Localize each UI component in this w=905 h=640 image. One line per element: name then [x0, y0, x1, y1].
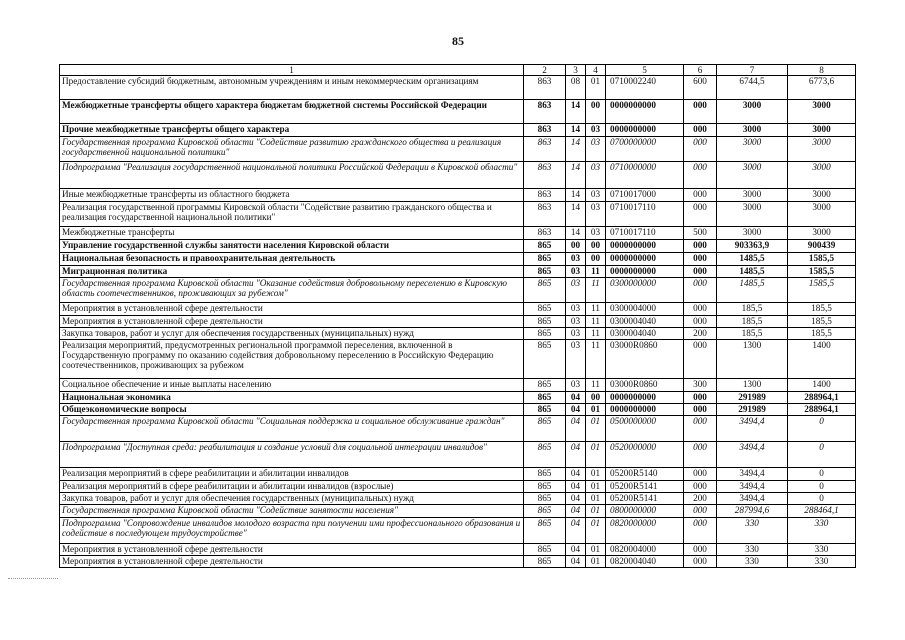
section-cell: 03 — [566, 278, 586, 303]
target-article-cell: 0000000000 — [606, 240, 684, 253]
target-article-cell: 0710000000 — [606, 162, 684, 189]
admin-code-cell: 865 — [524, 468, 566, 481]
section-cell: 03 — [566, 266, 586, 278]
amount-year1-cell: 330 — [717, 544, 788, 556]
table-row — [60, 124, 856, 137]
admin-code-cell: 865 — [524, 253, 566, 266]
section-cell: 00 — [566, 240, 586, 253]
expense-type-cell: 300 — [684, 379, 717, 392]
target-article-cell: 0820004000 — [606, 544, 684, 556]
budget-table — [59, 64, 856, 568]
header-cell: 8 — [788, 65, 856, 76]
target-article-cell: 0710017110 — [606, 202, 684, 227]
section-cell: 14 — [566, 202, 586, 227]
target-article-cell: 0710017000 — [606, 189, 684, 202]
amount-year1-cell: 1485,5 — [717, 253, 788, 266]
amount-year2-cell: 0 — [788, 481, 856, 493]
table-row — [60, 76, 856, 100]
target-article-cell: 0710017110 — [606, 227, 684, 240]
amount-year1-cell: 185,5 — [717, 316, 788, 328]
amount-year2-cell: 1400 — [788, 379, 856, 392]
expense-type-cell: 200 — [684, 328, 717, 340]
item-name-cell: Мероприятия в установленной сфере деятельности — [60, 316, 524, 328]
admin-code-cell: 865 — [524, 240, 566, 253]
amount-year1-cell: 291989 — [717, 404, 788, 416]
table-header-row — [60, 65, 856, 76]
item-name-cell: Закупка товаров, работ и услуг для обеспечения государственных (муниципальных) нужд — [60, 493, 524, 505]
subsection-cell: 11 — [586, 303, 606, 316]
header-cell: 2 — [524, 65, 566, 76]
admin-code-cell: 863 — [524, 202, 566, 227]
expense-type-cell: 000 — [684, 137, 717, 162]
section-cell: 14 — [566, 162, 586, 189]
item-name-cell: Межбюджетные трансферты общего характера бюджетам бюджетной системы Российской Федерации — [60, 100, 524, 124]
section-cell: 04 — [566, 392, 586, 404]
section-cell: 04 — [566, 481, 586, 493]
admin-code-cell: 865 — [524, 303, 566, 316]
expense-type-cell: 200 — [684, 493, 717, 505]
amount-year2-cell: 3000 — [788, 227, 856, 240]
item-name-cell: Мероприятия в установленной сфере деятельности — [60, 544, 524, 556]
item-name-cell: Реализация мероприятий в сфере реабилитации и абилитации инвалидов — [60, 468, 524, 481]
table-row — [60, 100, 856, 124]
section-cell: 04 — [566, 544, 586, 556]
section-cell: 03 — [566, 253, 586, 266]
page-number: 85 — [452, 34, 464, 48]
amount-year1-cell: 3000 — [717, 162, 788, 189]
amount-year1-cell: 3494,4 — [717, 416, 788, 442]
table-row — [60, 240, 856, 253]
target-article-cell: 0000000000 — [606, 124, 684, 137]
subsection-cell: 01 — [586, 481, 606, 493]
section-cell: 14 — [566, 100, 586, 124]
amount-year2-cell: 3000 — [788, 137, 856, 162]
section-cell: 14 — [566, 137, 586, 162]
item-name-cell: Межбюджетные трансферты — [60, 227, 524, 240]
header-cell: 3 — [566, 65, 586, 76]
subsection-cell: 00 — [586, 240, 606, 253]
subsection-cell: 11 — [586, 379, 606, 392]
admin-code-cell: 865 — [524, 518, 566, 544]
target-article-cell: 0820000000 — [606, 518, 684, 544]
expense-type-cell: 000 — [684, 303, 717, 316]
subsection-cell: 03 — [586, 189, 606, 202]
target-article-cell: 0000000000 — [606, 266, 684, 278]
table-row — [60, 505, 856, 518]
table-row — [60, 379, 856, 392]
section-cell: 04 — [566, 518, 586, 544]
section-cell: 14 — [566, 124, 586, 137]
subsection-cell: 11 — [586, 328, 606, 340]
subsection-cell: 01 — [586, 404, 606, 416]
subsection-cell: 01 — [586, 493, 606, 505]
item-name-cell: Национальная безопасность и правоохранительная деятельность — [60, 253, 524, 266]
target-article-cell: 0000000000 — [606, 100, 684, 124]
expense-type-cell: 000 — [684, 404, 717, 416]
header-cell: 4 — [586, 65, 606, 76]
target-article-cell: 05200R5140 — [606, 468, 684, 481]
table-row — [60, 340, 856, 379]
amount-year1-cell: 3494,4 — [717, 493, 788, 505]
item-name-cell: Социальное обеспечение и иные выплаты населению — [60, 379, 524, 392]
target-article-cell: 05200R5141 — [606, 493, 684, 505]
item-name-cell: Управление государственной службы занятости населения Кировской области — [60, 240, 524, 253]
table-row — [60, 468, 856, 481]
expense-type-cell: 000 — [684, 481, 717, 493]
admin-code-cell: 865 — [524, 544, 566, 556]
amount-year1-cell: 903363,9 — [717, 240, 788, 253]
subsection-cell: 01 — [586, 556, 606, 568]
target-article-cell: 03000R0860 — [606, 340, 684, 379]
admin-code-cell: 865 — [524, 493, 566, 505]
amount-year1-cell: 185,5 — [717, 303, 788, 316]
header-cell: 6 — [684, 65, 717, 76]
target-article-cell: 0820004040 — [606, 556, 684, 568]
target-article-cell: 0000000000 — [606, 253, 684, 266]
amount-year1-cell: 330 — [717, 556, 788, 568]
amount-year2-cell: 185,5 — [788, 328, 856, 340]
table-row — [60, 202, 856, 227]
subsection-cell: 03 — [586, 162, 606, 189]
amount-year2-cell: 3000 — [788, 100, 856, 124]
item-name-cell: Иные межбюджетные трансферты из областного бюджета — [60, 189, 524, 202]
amount-year2-cell: 0 — [788, 468, 856, 481]
amount-year1-cell: 1300 — [717, 379, 788, 392]
amount-year2-cell: 0 — [788, 442, 856, 468]
section-cell: 14 — [566, 189, 586, 202]
admin-code-cell: 865 — [524, 316, 566, 328]
amount-year1-cell: 1300 — [717, 340, 788, 379]
admin-code-cell: 865 — [524, 340, 566, 379]
table-row — [60, 227, 856, 240]
amount-year1-cell: 3000 — [717, 189, 788, 202]
table-row — [60, 316, 856, 328]
target-article-cell: 0520000000 — [606, 442, 684, 468]
table-row — [60, 278, 856, 303]
admin-code-cell: 865 — [524, 328, 566, 340]
amount-year1-cell: 3000 — [717, 137, 788, 162]
item-name-cell: Подпрограмма "Сопровождение инвалидов молодого возраста при получении ими профессионального образования и содействие в последующем трудоустройстве" — [60, 518, 524, 544]
target-article-cell: 0800000000 — [606, 505, 684, 518]
item-name-cell: Реализация государственной программы Кировской области "Содействие развитию гражданского общества и реализация государственной национальной политики" — [60, 202, 524, 227]
amount-year2-cell: 288964,1 — [788, 404, 856, 416]
subsection-cell: 01 — [586, 416, 606, 442]
table-row — [60, 404, 856, 416]
target-article-cell: 0300004040 — [606, 328, 684, 340]
table-row — [60, 189, 856, 202]
item-name-cell: Подпрограмма "Доступная среда: реабилитация и создание условий для социальной интеграции инвалидов" — [60, 442, 524, 468]
subsection-cell: 01 — [586, 505, 606, 518]
section-cell: 04 — [566, 416, 586, 442]
table-row — [60, 253, 856, 266]
amount-year2-cell: 0 — [788, 493, 856, 505]
admin-code-cell: 863 — [524, 124, 566, 137]
item-name-cell: Государственная программа Кировской области "Содействие развитию гражданского общества и реализация государственной национальной политики" — [60, 137, 524, 162]
table-row — [60, 442, 856, 468]
target-article-cell: 0300000000 — [606, 278, 684, 303]
amount-year1-cell: 3000 — [717, 100, 788, 124]
margin-artifact-line — [8, 578, 58, 579]
table-row — [60, 493, 856, 505]
table-row — [60, 303, 856, 316]
item-name-cell: Предоставление субсидий бюджетным, автономным учреждениям и иным некоммерческим организациям — [60, 76, 524, 100]
table-row — [60, 544, 856, 556]
amount-year1-cell: 3494,4 — [717, 481, 788, 493]
item-name-cell: Мероприятия в установленной сфере деятельности — [60, 556, 524, 568]
item-name-cell: Реализация мероприятий, предусмотренных региональной программой переселения, включенной в Государственную программу по оказанию содействия добровольному переселению в Российскую Федерацию соотечественников, проживающих за рубежом — [60, 340, 524, 379]
amount-year2-cell: 330 — [788, 518, 856, 544]
amount-year2-cell: 185,5 — [788, 316, 856, 328]
expense-type-cell: 000 — [684, 189, 717, 202]
admin-code-cell: 865 — [524, 416, 566, 442]
subsection-cell: 03 — [586, 227, 606, 240]
expense-type-cell: 000 — [684, 202, 717, 227]
amount-year1-cell: 1485,5 — [717, 278, 788, 303]
section-cell: 08 — [566, 76, 586, 100]
amount-year1-cell: 330 — [717, 518, 788, 544]
amount-year1-cell: 3000 — [717, 227, 788, 240]
item-name-cell: Миграционная политика — [60, 266, 524, 278]
amount-year2-cell: 1585,5 — [788, 278, 856, 303]
amount-year2-cell: 330 — [788, 544, 856, 556]
expense-type-cell: 000 — [684, 544, 717, 556]
target-article-cell: 0000000000 — [606, 404, 684, 416]
table-row — [60, 328, 856, 340]
table-row — [60, 266, 856, 278]
section-cell: 03 — [566, 328, 586, 340]
expense-type-cell: 000 — [684, 124, 717, 137]
admin-code-cell: 863 — [524, 100, 566, 124]
section-cell: 03 — [566, 316, 586, 328]
table-row — [60, 392, 856, 404]
admin-code-cell: 863 — [524, 227, 566, 240]
budget-table-body — [60, 65, 856, 568]
expense-type-cell: 000 — [684, 266, 717, 278]
amount-year2-cell: 1400 — [788, 340, 856, 379]
subsection-cell: 01 — [586, 442, 606, 468]
amount-year1-cell: 1485,5 — [717, 266, 788, 278]
section-cell: 03 — [566, 340, 586, 379]
subsection-cell: 03 — [586, 124, 606, 137]
target-article-cell: 0300004040 — [606, 316, 684, 328]
amount-year2-cell: 6773,6 — [788, 76, 856, 100]
expense-type-cell: 000 — [684, 442, 717, 468]
amount-year2-cell: 3000 — [788, 202, 856, 227]
admin-code-cell: 865 — [524, 392, 566, 404]
amount-year1-cell: 185,5 — [717, 328, 788, 340]
section-cell: 04 — [566, 442, 586, 468]
item-name-cell: Прочие межбюджетные трансферты общего характера — [60, 124, 524, 137]
item-name-cell: Государственная программа Кировской области "Содействие занятости населения" — [60, 505, 524, 518]
expense-type-cell: 600 — [684, 76, 717, 100]
amount-year2-cell: 1585,5 — [788, 253, 856, 266]
admin-code-cell: 865 — [524, 556, 566, 568]
admin-code-cell: 865 — [524, 379, 566, 392]
expense-type-cell: 000 — [684, 278, 717, 303]
expense-type-cell: 000 — [684, 468, 717, 481]
expense-type-cell: 000 — [684, 505, 717, 518]
amount-year1-cell: 3494,4 — [717, 442, 788, 468]
item-name-cell: Государственная программа Кировской области "Социальная поддержка и социальное обслуживание граждан" — [60, 416, 524, 442]
amount-year1-cell: 6744,5 — [717, 76, 788, 100]
amount-year1-cell: 287994,6 — [717, 505, 788, 518]
subsection-cell: 00 — [586, 100, 606, 124]
subsection-cell: 11 — [586, 278, 606, 303]
expense-type-cell: 000 — [684, 316, 717, 328]
admin-code-cell: 865 — [524, 442, 566, 468]
table-row — [60, 416, 856, 442]
expense-type-cell: 000 — [684, 416, 717, 442]
section-cell: 04 — [566, 404, 586, 416]
amount-year2-cell: 0 — [788, 416, 856, 442]
admin-code-cell: 863 — [524, 76, 566, 100]
expense-type-cell: 000 — [684, 340, 717, 379]
target-article-cell: 0500000000 — [606, 416, 684, 442]
section-cell: 14 — [566, 227, 586, 240]
section-cell: 04 — [566, 556, 586, 568]
amount-year2-cell: 3000 — [788, 124, 856, 137]
target-article-cell: 03000R0860 — [606, 379, 684, 392]
admin-code-cell: 863 — [524, 189, 566, 202]
subsection-cell: 01 — [586, 76, 606, 100]
admin-code-cell: 865 — [524, 481, 566, 493]
amount-year2-cell: 288964,1 — [788, 392, 856, 404]
admin-code-cell: 865 — [524, 278, 566, 303]
header-cell: 7 — [717, 65, 788, 76]
amount-year2-cell: 288464,1 — [788, 505, 856, 518]
expense-type-cell: 000 — [684, 392, 717, 404]
section-cell: 03 — [566, 303, 586, 316]
amount-year2-cell: 3000 — [788, 162, 856, 189]
subsection-cell: 03 — [586, 137, 606, 162]
amount-year2-cell: 3000 — [788, 189, 856, 202]
header-cell: 1 — [60, 65, 524, 76]
target-article-cell: 0000000000 — [606, 392, 684, 404]
subsection-cell: 11 — [586, 340, 606, 379]
amount-year1-cell: 3000 — [717, 202, 788, 227]
target-article-cell: 0300004000 — [606, 303, 684, 316]
header-cell: 5 — [606, 65, 684, 76]
section-cell: 03 — [566, 379, 586, 392]
subsection-cell: 03 — [586, 202, 606, 227]
amount-year1-cell: 3494,4 — [717, 468, 788, 481]
item-name-cell: Государственная программа Кировской области "Оказание содействия добровольному переселению в Кировскую область соотечественников, проживающих за рубежом" — [60, 278, 524, 303]
expense-type-cell: 000 — [684, 518, 717, 544]
section-cell: 04 — [566, 493, 586, 505]
table-row — [60, 162, 856, 189]
expense-type-cell: 000 — [684, 162, 717, 189]
subsection-cell: 11 — [586, 266, 606, 278]
subsection-cell: 01 — [586, 518, 606, 544]
table-row — [60, 481, 856, 493]
item-name-cell: Подпрограмма "Реализация государственной национальной политики Российской Федерации в Кировской области" — [60, 162, 524, 189]
target-article-cell: 0700000000 — [606, 137, 684, 162]
amount-year1-cell: 3000 — [717, 124, 788, 137]
amount-year2-cell: 330 — [788, 556, 856, 568]
admin-code-cell: 863 — [524, 137, 566, 162]
admin-code-cell: 865 — [524, 505, 566, 518]
amount-year1-cell: 291989 — [717, 392, 788, 404]
table-row — [60, 556, 856, 568]
table-row — [60, 518, 856, 544]
section-cell: 04 — [566, 505, 586, 518]
subsection-cell: 01 — [586, 468, 606, 481]
admin-code-cell: 863 — [524, 162, 566, 189]
subsection-cell: 11 — [586, 316, 606, 328]
item-name-cell: Закупка товаров, работ и услуг для обеспечения государственных (муниципальных) нужд — [60, 328, 524, 340]
subsection-cell: 00 — [586, 253, 606, 266]
expense-type-cell: 000 — [684, 556, 717, 568]
expense-type-cell: 000 — [684, 253, 717, 266]
target-article-cell: 0710002240 — [606, 76, 684, 100]
amount-year2-cell: 185,5 — [788, 303, 856, 316]
amount-year2-cell: 1585,5 — [788, 266, 856, 278]
amount-year2-cell: 900439 — [788, 240, 856, 253]
section-cell: 04 — [566, 468, 586, 481]
target-article-cell: 05200R5141 — [606, 481, 684, 493]
item-name-cell: Реализация мероприятий в сфере реабилитации и абилитации инвалидов (взрослые) — [60, 481, 524, 493]
expense-type-cell: 000 — [684, 100, 717, 124]
item-name-cell: Национальная экономика — [60, 392, 524, 404]
admin-code-cell: 865 — [524, 266, 566, 278]
subsection-cell: 00 — [586, 392, 606, 404]
item-name-cell: Мероприятия в установленной сфере деятельности — [60, 303, 524, 316]
subsection-cell: 01 — [586, 544, 606, 556]
expense-type-cell: 000 — [684, 240, 717, 253]
admin-code-cell: 865 — [524, 404, 566, 416]
table-row — [60, 137, 856, 162]
expense-type-cell: 500 — [684, 227, 717, 240]
item-name-cell: Общеэкономические вопросы — [60, 404, 524, 416]
